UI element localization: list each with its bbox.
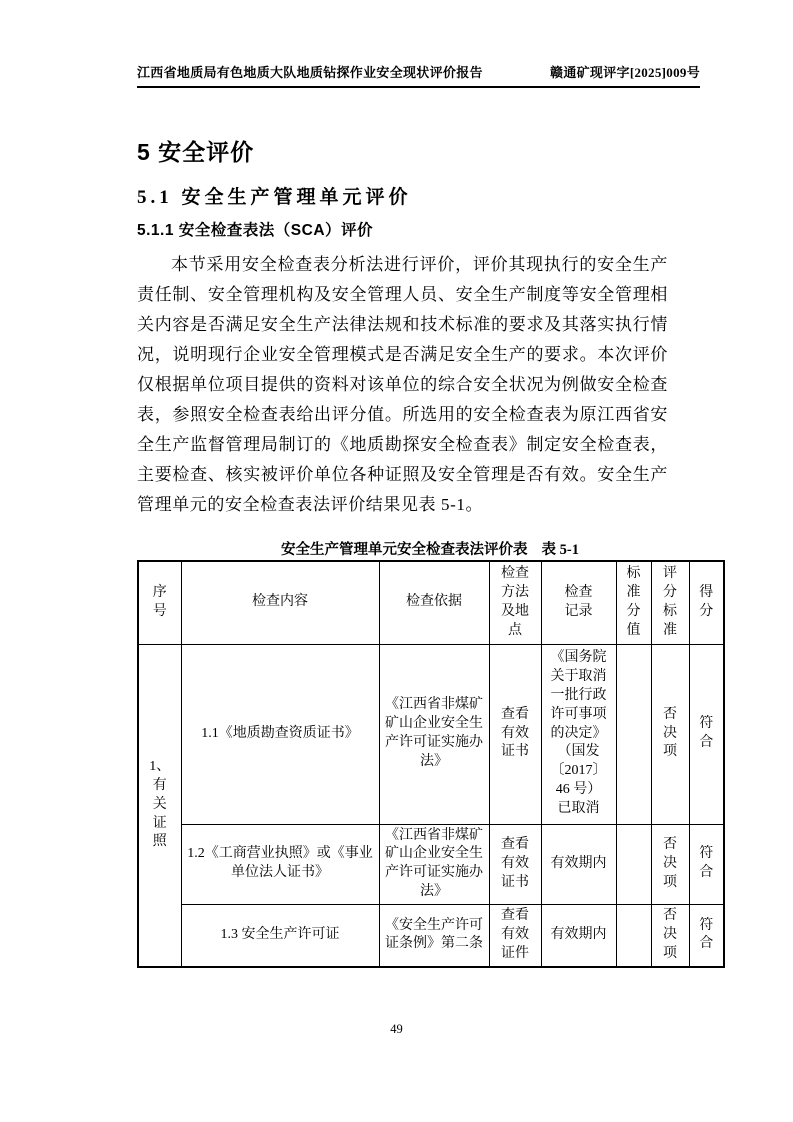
cell-basis: 《安全生产许可证条例》第二条 (379, 905, 489, 967)
cell-content: 1.3 安全生产许可证 (181, 905, 379, 967)
cell-score: 符合 (689, 644, 724, 824)
table-row (138, 905, 724, 967)
table-ref-label: 表 5-1 (541, 542, 579, 558)
cell-record: 有效期内 (541, 824, 616, 905)
cell-content: 1.2《工商营业执照》或《事业单位法人证书》 (181, 824, 379, 905)
cell-method: 查看有效证书 (489, 824, 541, 905)
table-caption-text: 安全生产管理单元安全检查表法评价表 (281, 542, 528, 558)
cell-criteria: 否决项 (651, 905, 689, 967)
col-header-content: 检查内容 (181, 561, 379, 644)
cell-criteria: 否决项 (651, 644, 689, 824)
col-header-standard-score: 标准分值 (616, 561, 651, 644)
subsection-heading: 5.1 安全生产管理单元评价 (137, 187, 412, 208)
section-heading: 5 安全评价 (137, 139, 255, 165)
table-header-row (138, 561, 724, 644)
header-report-title: 江西省地质局有色地质大队地质钻探作业安全现状评价报告 (137, 65, 483, 80)
row-group-cell: 1、有关证照 (138, 644, 181, 967)
col-header-record: 检查记录 (541, 561, 616, 644)
cell-method: 查看有效证件 (489, 905, 541, 967)
cell-score: 符合 (689, 905, 724, 967)
col-header-criteria: 评分标准 (651, 561, 689, 644)
running-header (137, 62, 700, 81)
header-divider (137, 86, 700, 88)
table-row (138, 644, 724, 824)
cell-standard-score (616, 905, 651, 967)
header-doc-number: 赣通矿现评字[2025]009号 (550, 65, 700, 80)
evaluation-table (137, 560, 725, 968)
cell-basis: 《江西省非煤矿矿山企业安全生产许可证实施办法》 (379, 824, 489, 905)
col-header-score: 得分 (689, 561, 724, 644)
cell-standard-score (616, 644, 651, 824)
col-header-basis: 检查依据 (379, 561, 489, 644)
col-header-method: 检查方法及地点 (489, 561, 541, 644)
table-caption (137, 538, 723, 559)
cell-basis: 《江西省非煤矿矿山企业安全生产许可证实施办法》 (379, 644, 489, 824)
body-paragraph: 本节采用安全检查表分析法进行评价，评价其现执行的安全生产责任制、安全管理机构及安全管理人员、安全生产制度等安全管理相关内容是否满足安全生产法律法规和技术标准的要求及其落实执行情况，说明现行企业安全管理模式是否满足安全生产的要求。本次评价仅根据单位项目提供的资料对该单位的综合安全状况为例做安全检查表，参照安全检查表给出评分值。所选用的安全检查表为原江西省安全生产监督管理局制订的《地质勘探安全检查表》制定安全检查表，主要检查、核实被评价单位各种证照及安全管理是否有效。安全生产管理单元的安全检查表法评价结果见表 5-1。 (137, 255, 668, 514)
col-header-no: 序号 (138, 561, 181, 644)
cell-standard-score (616, 824, 651, 905)
cell-record: 《国务院关于取消一批行政许可事项的决定》（国发〔2017〕46 号）已取消 (541, 644, 616, 824)
subsubsection-heading: 5.1.1 安全检查表法（SCA）评价 (137, 222, 374, 239)
cell-record: 有效期内 (541, 905, 616, 967)
cell-criteria: 否决项 (651, 824, 689, 905)
page-number: 49 (390, 1022, 403, 1036)
table-row (138, 824, 724, 905)
cell-score: 符合 (689, 824, 724, 905)
cell-content: 1.1《地质勘查资质证书》 (181, 644, 379, 824)
cell-method: 查看有效证书 (489, 644, 541, 824)
